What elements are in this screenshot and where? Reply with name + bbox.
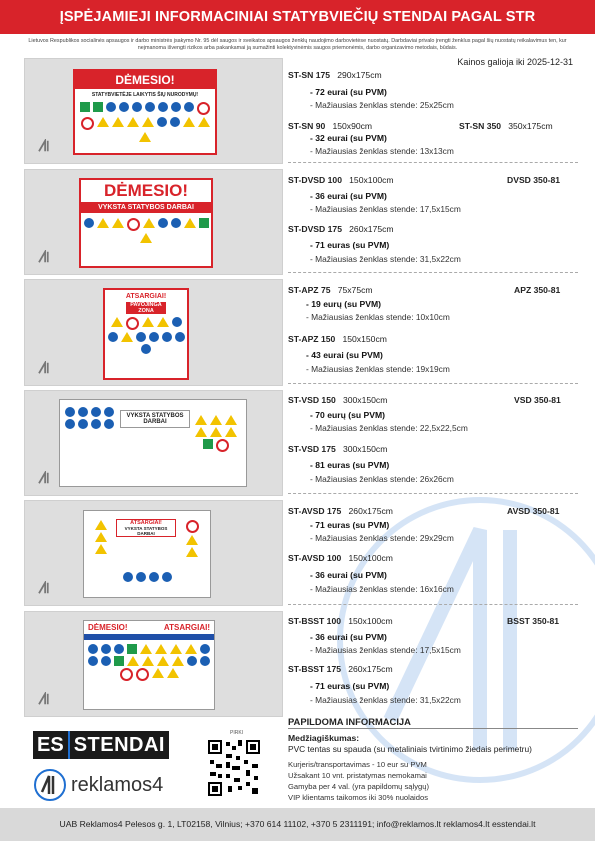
product-code: ST-DVSD 100 <box>288 175 342 185</box>
reklamos4-text: reklamos4 <box>71 773 164 796</box>
qr-label: PIRKI <box>230 730 244 736</box>
extra-line-item: VIP klientams taikomos iki 30% nuolaidos <box>288 793 428 802</box>
reklamos4-logo-icon <box>37 361 55 375</box>
sign-preview <box>83 620 215 710</box>
sign-title: DĖMESIO! <box>103 181 189 200</box>
qr-code-icon[interactable] <box>206 738 262 798</box>
sign-icons <box>88 519 114 555</box>
legal-text: Lietuvos Respublikos socialinės apsaugos ir darbo ministrės įsakymo Nr. 95 dėl saugos ir sveikatos apsaugos ženklų naudojimo darbovietėse nuostatų. Darbdaviai privalo įrengti ženklus pagal šių nuostatų reikalavimus ten, kur neįmanoma išvengti rizikos arba pakankamai ją sumažinti kolektyvinėmis saugos priemonėmis, darbo organizavimo metodais, būdais. <box>28 38 567 51</box>
reklamos4-logo <box>33 768 163 802</box>
product-side-code: APZ 350-81 <box>514 285 561 295</box>
product-image-panel <box>24 169 283 275</box>
product-code: ST-DVSD 175 <box>288 224 342 234</box>
product-price: - 43 eurai (su PVM) <box>306 350 383 360</box>
product-side-code: BSST 350-81 <box>507 616 560 626</box>
sign-icons <box>105 316 187 355</box>
product-price: - 71 euras (su PVM) <box>310 240 390 250</box>
materials-text: PVC tentas su spauda (su metaliniais tvirtinimo žiedais perimetru) <box>288 744 532 754</box>
sign-title: DĖMESIO! <box>75 71 215 89</box>
product-min-sign: - Mažiausias ženklas stende: 29x29cm <box>310 533 454 543</box>
reklamos4-logo-icon <box>37 139 55 153</box>
sign-icons <box>178 519 206 558</box>
sign-icons <box>92 571 202 583</box>
sign-preview <box>83 510 211 598</box>
product-min-sign: - Mažiausias ženklas stende: 25x25cm <box>310 100 454 110</box>
product-min-sign: - Mažiausias ženklas stende: 31,5x22cm <box>310 695 461 705</box>
product-price: - 72 eurai (su PVM) <box>310 87 387 97</box>
product-size: 150x100cm <box>348 616 393 626</box>
sign-band: PAVOJINGA ZONA <box>126 302 166 314</box>
page-header: ĮSPĖJAMIEJI INFORMACINIAI STATYBVIEČIŲ STENDAI PAGAL STR <box>0 0 595 34</box>
sign-strip <box>84 634 214 640</box>
extra-line-item: Užsakant 10 vnt. pristatymas nemokamai <box>288 771 427 780</box>
materials-title: Medžiagiškumas: <box>288 733 360 743</box>
sign-band: STATYBVIETĖJE LAIKYTIS ŠIŲ NURODYMŲ! <box>91 92 199 98</box>
product-min-sign: - Mažiausias ženklas stende: 22,5x22,5cm <box>310 423 468 433</box>
product-side-code: DVSD 350-81 <box>507 175 561 185</box>
product-price: - 70 eurų (su PVM) <box>310 410 385 420</box>
sign-icons <box>63 406 115 430</box>
extra-info-title: PAPILDOMA INFORMACIJA <box>288 716 411 727</box>
reklamos4-logo-icon <box>37 692 55 706</box>
product-min-sign: - Mažiausias ženklas stende: 17,5x15cm <box>310 204 461 214</box>
sign-preview <box>79 178 213 268</box>
product-image-panel <box>24 58 283 164</box>
sign-icons <box>190 414 242 453</box>
sign-band: ATSARGIAI! <box>163 623 210 632</box>
product-price: - 19 eurų (su PVM) <box>306 299 381 309</box>
sign-band: VYKSTA STATYBOS DARBAI <box>81 202 211 213</box>
product-side-size: 350x175cm <box>508 121 553 131</box>
product-price: - 81 euras (su PVM) <box>310 460 390 470</box>
product-size: 150x100cm <box>348 553 393 563</box>
reklamos4-logo-icon <box>37 471 55 485</box>
sign-icons <box>81 217 211 244</box>
sign-icons <box>75 101 215 143</box>
divider <box>288 162 578 163</box>
product-image-panel <box>24 390 283 496</box>
product-code: ST-SN 175 <box>288 70 331 80</box>
product-size: 260x175cm <box>349 224 394 234</box>
divider <box>288 493 578 494</box>
product-code: ST-APZ 75 <box>288 285 331 295</box>
product-code: ST-BSST 100 <box>288 616 342 626</box>
sign-title: VYKSTA STATYBOS DARBAI <box>120 410 190 428</box>
product-min-sign: - Mažiausias ženklas stende: 10x10cm <box>306 312 450 322</box>
product-price: - 32 eurai (su PVM) <box>310 133 387 143</box>
reklamos4-logo-icon <box>37 581 55 595</box>
product-min-sign: - Mažiausias ženklas stende: 31,5x22cm <box>310 254 461 264</box>
product-size: 260x175cm <box>348 506 393 516</box>
product-size: 150x150cm <box>342 334 387 344</box>
product-size: 300x150cm <box>342 444 388 454</box>
product-code: ST-AVSD 175 <box>288 506 342 516</box>
divider <box>288 272 578 273</box>
product-min-sign: - Mažiausias ženklas stende: 16x16cm <box>310 584 454 594</box>
product-size: 150x100cm <box>349 175 394 185</box>
sign-title: ATSARGIAI! <box>125 293 167 300</box>
divider <box>288 728 578 729</box>
product-min-sign: - Mažiausias ženklas stende: 17,5x15cm <box>310 645 461 655</box>
product-price: - 36 eurai (su PVM) <box>310 632 387 642</box>
product-size: 260x175cm <box>348 664 393 674</box>
divider <box>288 604 578 605</box>
logo-stendai: STENDAI <box>70 731 169 759</box>
product-code: ST-AVSD 100 <box>288 553 342 563</box>
product-size: 75x75cm <box>337 285 373 295</box>
sign-preview <box>103 288 189 380</box>
product-min-sign: - Mažiausias ženklas stende: 13x13cm <box>310 146 454 156</box>
product-price: - 71 euras (su PVM) <box>310 681 390 691</box>
sign-title: ATSARGIAI! <box>130 520 162 526</box>
reklamos4-circle-icon <box>33 768 67 802</box>
sign-preview <box>59 399 247 487</box>
product-side-code: ST-SN 350 <box>459 121 502 131</box>
product-price: - 71 euras (su PVM) <box>310 520 390 530</box>
esstendai-logo <box>33 731 169 759</box>
sign-band: VYKSTA STATYBOS DARBAI <box>124 526 168 536</box>
reklamos4-logo-icon <box>37 250 55 264</box>
sign-title: DĖMESIO! <box>88 623 128 632</box>
product-code: ST-VSD 150 <box>288 395 336 405</box>
product-min-sign: - Mažiausias ženklas stende: 26x26cm <box>310 474 454 484</box>
price-validity: Kainos galioja iki 2025-12-31 <box>457 57 573 67</box>
product-image-panel <box>24 611 283 717</box>
product-code: ST-VSD 175 <box>288 444 336 454</box>
divider <box>288 383 578 384</box>
product-min-sign: - Mažiausias ženklas stende: 19x19cm <box>306 364 450 374</box>
product-code: ST-APZ 150 <box>288 334 336 344</box>
extra-line-item: Gamyba per 4 val. (yra papildomų sąlygų) <box>288 782 429 791</box>
logo-es: ES <box>33 731 68 759</box>
product-image-panel <box>24 500 283 606</box>
sign-preview <box>73 69 217 155</box>
product-price: - 36 eurai (su PVM) <box>310 191 387 201</box>
sign-icons <box>84 643 214 682</box>
product-image-panel <box>24 279 283 386</box>
extra-line-item: Kurjeris/transportavimas - 10 eur su PVM <box>288 760 427 769</box>
product-size: 150x90cm <box>332 121 373 131</box>
page-footer: UAB Reklamos4 Pelesos g. 1, LT02158, Vilnius; +370 614 11102, +370 5 2311191; info@reklamos.lt reklamos4.lt esstendai.lt <box>0 808 595 841</box>
product-size: 300x150cm <box>342 395 388 405</box>
product-side-code: VSD 350-81 <box>514 395 561 405</box>
product-price: - 36 eurai (su PVM) <box>310 570 387 580</box>
product-code: ST-SN 90 <box>288 121 326 131</box>
product-code: ST-BSST 175 <box>288 664 342 674</box>
product-size: 290x175cm <box>337 70 382 80</box>
product-side-code: AVSD 350-81 <box>507 506 560 516</box>
